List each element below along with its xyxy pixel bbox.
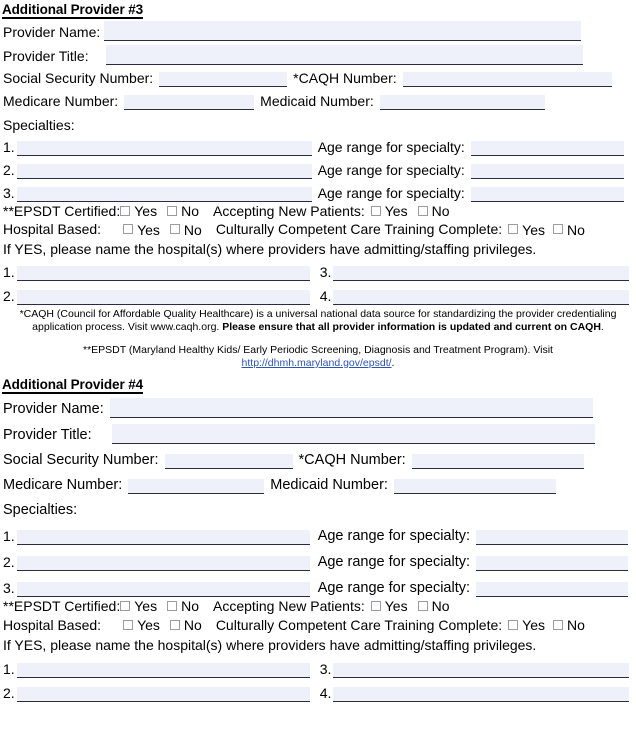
specialty-row-4-1	[0, 519, 636, 545]
specialty-input-4-2[interactable]	[17, 556, 310, 571]
medicaid-label-3: Medicaid Number:	[260, 93, 374, 109]
provider-name-label-4: Provider Name:	[3, 401, 104, 417]
hospital-input-4-1[interactable]	[17, 663, 310, 678]
accepting-yes-label-3: Yes	[384, 203, 408, 219]
caqh-footnote-line1: *CAQH (Council for Affordable Quality Healthcare) is a universal national data source for standardizing the provider credentialing	[19, 308, 617, 320]
epsdt-certified-label-3: **EPSDT Certified:	[3, 202, 121, 219]
accepting-yes-checkbox-4[interactable]	[371, 601, 381, 611]
age-range-input-3-2[interactable]	[471, 164, 624, 179]
accepting-no-label-4: No	[431, 598, 450, 614]
specialty-row-3-1	[0, 134, 636, 156]
specialty-number-3-2: 2.	[3, 162, 15, 178]
age-range-input-3-3[interactable]	[471, 187, 624, 202]
ssn-label-4: Social Security Number:	[3, 452, 159, 468]
age-range-label-3-3: Age range for specialty:	[317, 185, 465, 201]
specialty-row-4-3	[0, 571, 636, 597]
hospital-input-3-2[interactable]	[17, 290, 310, 305]
provider-section-4	[0, 370, 636, 702]
hospital-number-3-3: 3.	[319, 264, 332, 280]
specialty-number-4-3: 3.	[3, 580, 15, 596]
epsdt-no-label-3: No	[181, 203, 199, 219]
culturally-competent-yes-label-4: Yes	[522, 617, 546, 633]
hospital-based-label-4: Hospital Based:	[3, 616, 102, 633]
culturally-competent-yes-checkbox-3[interactable]	[508, 224, 518, 234]
specialty-number-3-3: 3.	[3, 185, 15, 201]
epsdt-no-group-3[interactable]	[167, 204, 199, 219]
provider-name-input-4[interactable]	[110, 398, 593, 418]
if-yes-instruction-3: If YES, please name the hospital(s) where providers have admitting/staffing privileges.	[3, 241, 537, 257]
culturally-competent-no-group-3[interactable]	[553, 223, 585, 238]
caqh-footnote	[0, 308, 636, 334]
epsdt-footnote-line2-post: .	[391, 357, 395, 369]
age-range-label-4-3: Age range for specialty:	[317, 580, 471, 596]
section-header-row-4	[0, 375, 636, 396]
hospital-based-no-group-4[interactable]	[170, 618, 202, 633]
epsdt-no-label-4: No	[181, 598, 199, 614]
accepting-no-group-3[interactable]	[418, 204, 450, 219]
ssn-caqh-row-4	[0, 444, 636, 469]
culturally-competent-yes-group-3[interactable]	[508, 223, 545, 238]
epsdt-footnote	[0, 334, 636, 370]
age-range-label-4-1: Age range for specialty:	[317, 528, 471, 544]
age-range-label-3-1: Age range for specialty:	[317, 139, 465, 155]
epsdt-yes-label-4: Yes	[134, 598, 158, 614]
epsdt-yes-group-4[interactable]	[120, 599, 157, 614]
hospital-based-no-group-3[interactable]	[170, 223, 202, 238]
epsdt-certified-label-4: **EPSDT Certified:	[3, 597, 121, 614]
hospital-number-4-1: 1.	[3, 661, 15, 677]
section-header-row-3	[0, 0, 636, 21]
provider-title-row-3	[0, 41, 636, 65]
provider-title-label-3: Provider Title:	[3, 48, 89, 64]
hospital-input-4-3[interactable]	[333, 663, 629, 678]
hospital-based-yes-group-4[interactable]	[123, 618, 160, 633]
age-range-input-4-2[interactable]	[476, 556, 628, 571]
specialty-row-3-2	[0, 156, 636, 179]
hospital-number-4-4: 4.	[319, 685, 332, 701]
hospital-based-row-3	[0, 221, 636, 239]
hospital-number-4-2: 2.	[3, 685, 15, 701]
accepting-no-group-4[interactable]	[418, 599, 450, 614]
hospital-based-yes-label-3: Yes	[137, 221, 160, 238]
epsdt-footnote-line1: **EPSDT (Maryland Healthy Kids/ Early Periodic Screening, Diagnosis and Treatment Program). Visit	[83, 344, 553, 356]
culturally-competent-no-label-4: No	[567, 617, 585, 633]
accepting-no-checkbox-4[interactable]	[418, 601, 428, 611]
accepting-yes-group-3[interactable]	[371, 204, 408, 219]
caqh-input-4[interactable]	[412, 454, 584, 469]
section-title-provider-3: Additional Provider #3	[2, 2, 144, 17]
specialty-number-4-2: 2.	[3, 554, 15, 570]
accepting-no-label-3: No	[431, 203, 450, 219]
specialty-input-4-3[interactable]	[17, 582, 310, 597]
hospital-based-yes-checkbox-4[interactable]	[123, 620, 133, 630]
epsdt-accepting-row-4	[0, 597, 636, 616]
caqh-label-4: *CAQH Number:	[298, 452, 406, 468]
ssn-label-3: Social Security Number:	[3, 70, 154, 86]
medicaid-input-3[interactable]	[380, 95, 545, 110]
hospital-number-3-2: 2.	[3, 288, 15, 304]
culturally-competent-label-3: Culturally Competent Care Training Complete:	[215, 221, 503, 237]
age-range-input-4-3[interactable]	[476, 582, 628, 597]
hospital-row-4-b	[0, 678, 636, 702]
provider-title-row-4	[0, 418, 636, 444]
provider-title-input-3[interactable]	[106, 45, 583, 65]
medicare-label-4: Medicare Number:	[3, 477, 123, 493]
hospital-based-no-checkbox-4[interactable]	[170, 620, 180, 630]
epsdt-no-checkbox-4[interactable]	[167, 601, 177, 611]
epsdt-no-checkbox-3[interactable]	[167, 206, 177, 216]
epsdt-yes-checkbox-3[interactable]	[120, 206, 130, 216]
if-yes-instruction-4: If YES, please name the hospital(s) where providers have admitting/staffing privileges.	[3, 637, 537, 653]
hospital-row-3-a	[0, 258, 636, 281]
culturally-competent-yes-checkbox-4[interactable]	[508, 620, 518, 630]
hospital-input-4-4[interactable]	[333, 687, 629, 702]
caqh-footnote-line2-pre: application process. Visit www.caqh.org.	[32, 321, 223, 333]
hospital-row-4-a	[0, 654, 636, 678]
if-yes-instruction-row-3	[0, 239, 636, 258]
epsdt-yes-group-3[interactable]	[120, 204, 157, 219]
hospital-based-yes-group-3[interactable]	[123, 223, 160, 238]
specialties-label-3: Specialties:	[3, 117, 75, 133]
hospital-input-3-4[interactable]	[333, 290, 629, 305]
specialty-input-3-2[interactable]	[17, 164, 312, 179]
medicare-input-3[interactable]	[124, 95, 254, 110]
medicaid-input-4[interactable]	[394, 479, 556, 494]
footnotes-block	[0, 305, 636, 370]
section-title-provider-4: Additional Provider #4	[2, 377, 144, 392]
ssn-caqh-row-3	[0, 65, 636, 87]
culturally-competent-yes-label-3: Yes	[522, 221, 546, 238]
caqh-footnote-line2-post: .	[600, 321, 604, 333]
medicare-label-3: Medicare Number:	[3, 93, 119, 109]
age-range-input-4-1[interactable]	[476, 530, 628, 545]
medicaid-label-4: Medicaid Number:	[270, 477, 388, 493]
provider-name-label-3: Provider Name:	[3, 24, 101, 40]
hospital-number-3-1: 1.	[3, 264, 15, 280]
age-range-input-3-1[interactable]	[471, 141, 624, 156]
specialty-row-4-2	[0, 545, 636, 571]
hospital-based-no-label-3: No	[183, 221, 202, 238]
culturally-competent-no-checkbox-3[interactable]	[553, 224, 563, 234]
medicare-medicaid-row-4	[0, 469, 636, 494]
culturally-competent-no-group-4[interactable]	[553, 618, 585, 633]
accepting-yes-label-4: Yes	[384, 598, 408, 614]
provider-name-row-3	[0, 21, 636, 41]
hospital-input-3-3[interactable]	[333, 266, 629, 281]
hospital-based-yes-label-4: Yes	[137, 617, 160, 633]
specialties-header-row-3	[0, 110, 636, 134]
epsdt-accepting-row-3	[0, 202, 636, 221]
culturally-competent-no-label-3: No	[567, 221, 585, 238]
medicare-input-4[interactable]	[128, 479, 264, 494]
caqh-footnote-line2-bold: Please ensure that all provider information is updated and current on CAQH	[222, 321, 601, 333]
hospital-based-no-checkbox-3[interactable]	[170, 224, 180, 234]
provider-title-input-4[interactable]	[112, 424, 595, 444]
specialty-input-3-3[interactable]	[17, 187, 312, 202]
specialty-number-3-1: 1.	[3, 139, 15, 155]
hospital-input-4-2[interactable]	[17, 687, 310, 702]
epsdt-yes-label-3: Yes	[134, 203, 158, 219]
specialty-number-4-1: 1.	[3, 528, 15, 544]
specialty-input-4-1[interactable]	[17, 530, 310, 545]
accepting-no-checkbox-3[interactable]	[418, 206, 428, 216]
provider-title-label-4: Provider Title:	[3, 427, 92, 443]
epsdt-link[interactable]: http://dhmh.maryland.gov/epsdt/	[241, 357, 392, 369]
ssn-input-4[interactable]	[165, 454, 293, 469]
specialties-header-row-4	[0, 494, 636, 519]
medicare-medicaid-row-3	[0, 87, 636, 110]
culturally-competent-label-4: Culturally Competent Care Training Complete:	[215, 616, 503, 633]
provider-name-input-3[interactable]	[104, 21, 581, 41]
ssn-input-3[interactable]	[159, 72, 287, 87]
accepting-yes-group-4[interactable]	[371, 599, 408, 614]
hospital-based-label-3: Hospital Based:	[3, 221, 102, 237]
hospital-based-row-4	[0, 616, 636, 635]
hospital-input-3-1[interactable]	[17, 266, 310, 281]
hospital-number-3-4: 4.	[319, 288, 332, 304]
epsdt-no-group-4[interactable]	[167, 599, 199, 614]
age-range-label-4-2: Age range for specialty:	[317, 554, 471, 570]
accepting-new-patients-label-4: Accepting New Patients:	[212, 597, 365, 614]
provider-name-row-4	[0, 396, 636, 418]
if-yes-instruction-row-4	[0, 635, 636, 654]
epsdt-yes-checkbox-4[interactable]	[120, 601, 130, 611]
specialty-input-3-1[interactable]	[17, 141, 312, 156]
culturally-competent-no-checkbox-4[interactable]	[553, 620, 563, 630]
provider-section-3	[0, 0, 636, 305]
accepting-new-patients-label-3: Accepting New Patients:	[212, 202, 365, 219]
hospital-number-4-3: 3.	[319, 661, 332, 677]
specialties-label-4: Specialties:	[3, 502, 78, 518]
caqh-input-3[interactable]	[403, 72, 612, 87]
accepting-yes-checkbox-3[interactable]	[371, 206, 381, 216]
specialty-row-3-3	[0, 179, 636, 202]
age-range-label-3-2: Age range for specialty:	[317, 162, 465, 178]
hospital-based-no-label-4: No	[183, 617, 202, 633]
culturally-competent-yes-group-4[interactable]	[508, 618, 545, 633]
hospital-row-3-b	[0, 281, 636, 305]
hospital-based-yes-checkbox-3[interactable]	[123, 224, 133, 234]
caqh-label-3: *CAQH Number:	[293, 70, 397, 86]
